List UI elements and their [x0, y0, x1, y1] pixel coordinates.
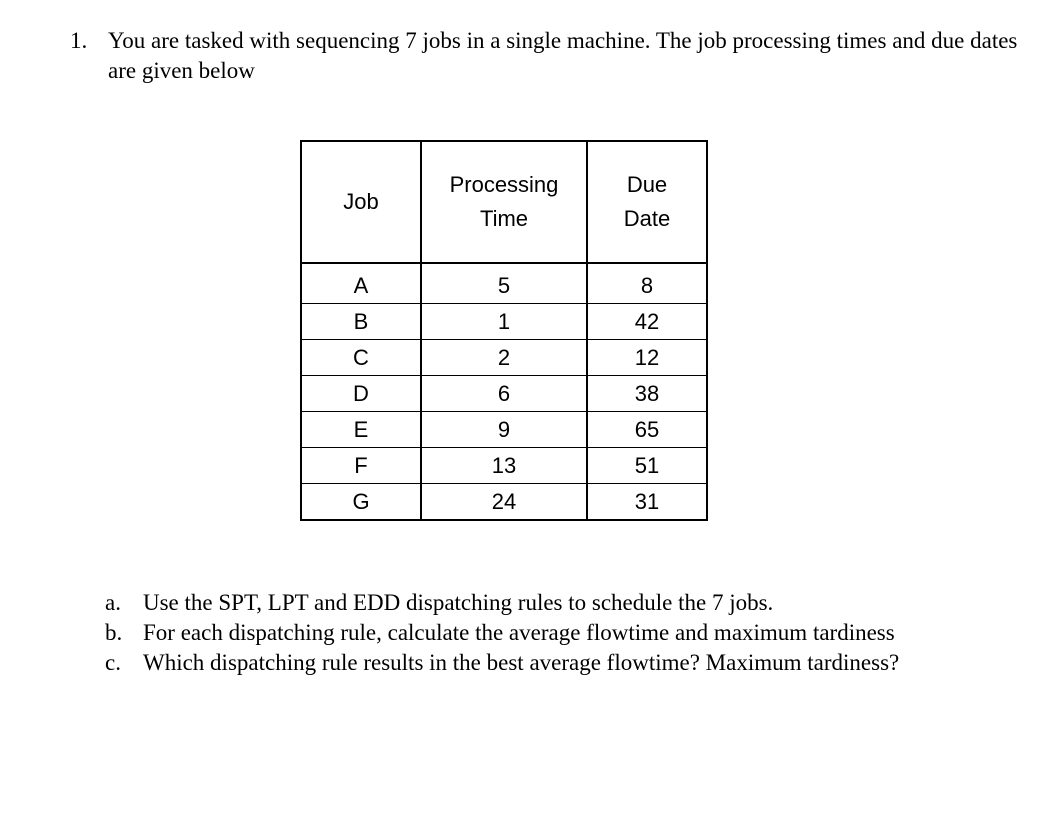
due-cell: 42	[587, 304, 707, 340]
header-processing-time	[421, 141, 587, 263]
header-job-label: Job	[343, 189, 379, 214]
table-row	[301, 376, 707, 412]
subquestion-list	[105, 588, 1025, 678]
job-cell: C	[301, 340, 421, 376]
job-cell: B	[301, 304, 421, 340]
due-cell: 12	[587, 340, 707, 376]
processing-cell: 2	[421, 340, 587, 376]
job-table	[300, 140, 708, 521]
table-row	[301, 484, 707, 521]
question-1	[70, 26, 1030, 86]
job-cell: G	[301, 484, 421, 521]
processing-cell: 6	[421, 376, 587, 412]
job-cell: F	[301, 448, 421, 484]
due-cell: 65	[587, 412, 707, 448]
table-row	[301, 304, 707, 340]
subquestion-text: Which dispatching rule results in the best average flowtime? Maximum tardiness?	[143, 650, 900, 675]
processing-cell: 1	[421, 304, 587, 340]
due-cell: 31	[587, 484, 707, 521]
subquestion-a	[105, 588, 1025, 618]
subquestion-c	[105, 648, 1025, 678]
job-cell: E	[301, 412, 421, 448]
header-processing-line2: Time	[479, 206, 529, 231]
table-row	[301, 412, 707, 448]
due-cell: 8	[587, 263, 707, 304]
header-processing-line1: Processing	[449, 172, 559, 197]
due-cell: 51	[587, 448, 707, 484]
job-cell: A	[301, 263, 421, 304]
subquestion-text: Use the SPT, LPT and EDD dispatching rules to schedule the 7 jobs.	[143, 590, 774, 615]
processing-cell: 13	[421, 448, 587, 484]
header-job	[301, 141, 421, 263]
header-due-date	[587, 141, 707, 263]
header-due-line2: Date	[623, 206, 671, 231]
table-header-row	[301, 141, 707, 263]
question-number: 1.	[70, 28, 88, 53]
table-row	[301, 263, 707, 304]
subquestion-letter: b.	[105, 620, 123, 645]
table-row	[301, 448, 707, 484]
subquestion-letter: a.	[105, 590, 121, 615]
header-due-line1: Due	[626, 172, 668, 197]
processing-cell: 9	[421, 412, 587, 448]
subquestion-b	[105, 618, 1025, 648]
processing-cell: 24	[421, 484, 587, 521]
processing-cell: 5	[421, 263, 587, 304]
table-row	[301, 340, 707, 376]
question-text: You are tasked with sequencing 7 jobs in a single machine. The job processing times and due dates are given below	[108, 28, 1018, 83]
subquestion-letter: c.	[105, 650, 121, 675]
job-cell: D	[301, 376, 421, 412]
subquestion-text: For each dispatching rule, calculate the average flowtime and maximum tardiness	[143, 620, 895, 645]
due-cell: 38	[587, 376, 707, 412]
